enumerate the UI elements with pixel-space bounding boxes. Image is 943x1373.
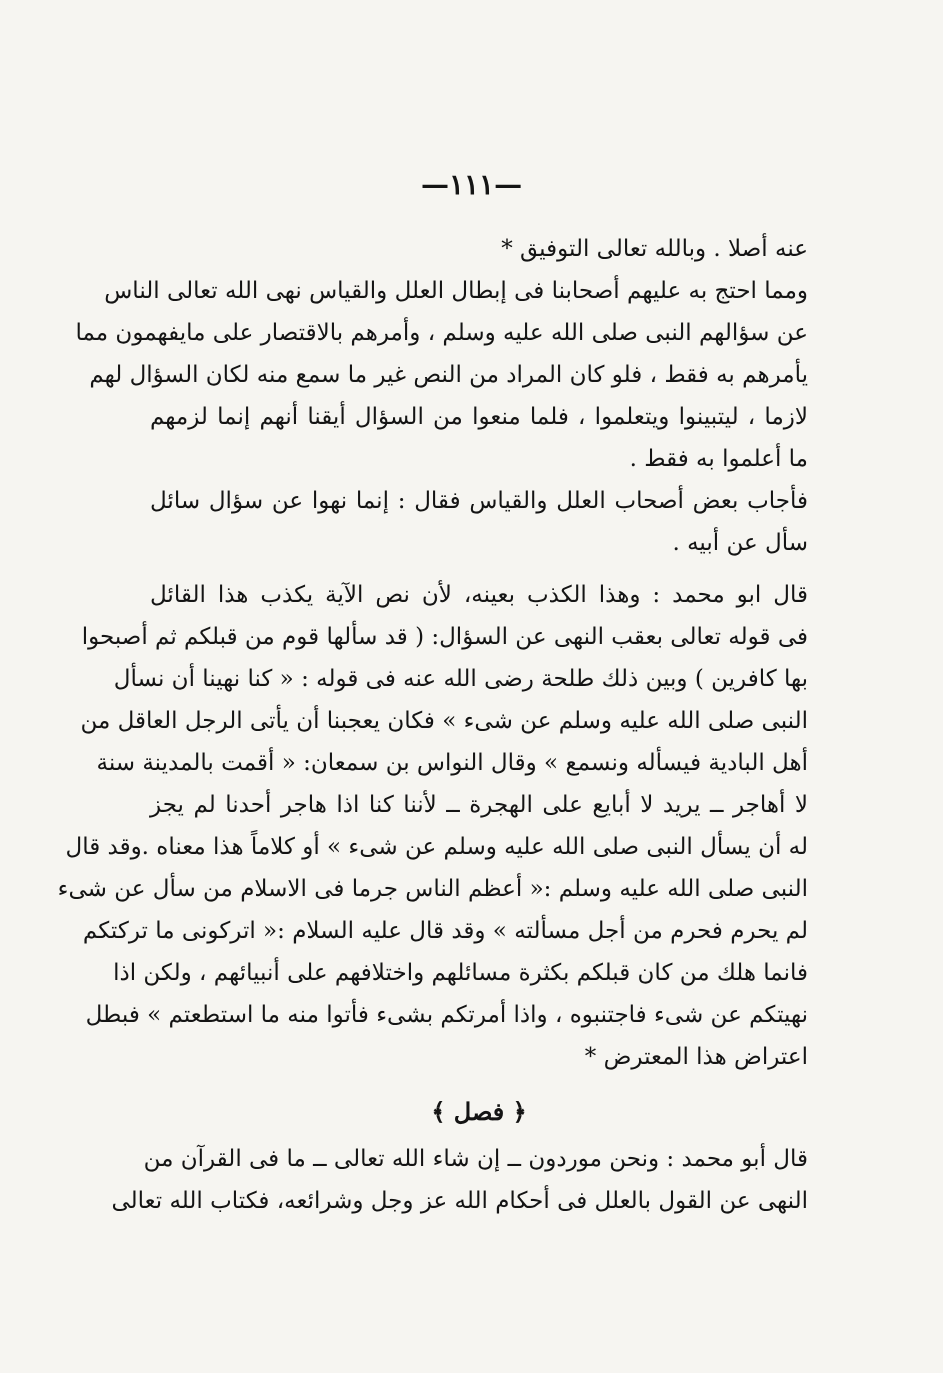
text-line: قال أبو محمد : ونحن موردون ــ إن شاء الله تعالى ــ ما فى القرآن من (143, 1146, 808, 1172)
text-line: فانما هلك من كان قبلكم بكثرة مسائلهم واختلافهم على أنبيائهم ، ولكن اذا (113, 960, 808, 986)
text-line: لازما ، ليتبينوا ويتعلموا ، فلما منعوا من السؤال أيقنا أنهم إنما لزمهم (150, 404, 808, 430)
section-heading: ﴿ فصل ﴾ (431, 1097, 527, 1126)
text-line: أهل البادية فيسأله ونسمع » وقال النواس بن سمعان: « أقمت بالمدينة سنة (96, 750, 808, 776)
text-line: قال ابو محمد : وهذا الكذب بعينه، لأن نص الآية يكذب هذا القائل (150, 582, 808, 608)
text-line: عن سؤالهم النبى صلى الله عليه وسلم ، وأمرهم بالاقتصار على مايفهمون مما (75, 320, 808, 346)
text-line: عنه أصلا . وبالله تعالى التوفيق * (501, 236, 808, 262)
text-line: النبى صلى الله عليه وسلم عن شىء » فكان يعجبنا أن يأتى الرجل العاقل من (80, 708, 808, 734)
text-line: لم يحرم فحرم من أجل مسألته » وقد قال عليه السلام :« اتركونى ما تركتكم (82, 918, 808, 944)
text-line: النبى صلى الله عليه وسلم :« أعظم الناس جرما فى الاسلام من سأل عن شىء (57, 876, 808, 902)
text-line: لا أهاجر ــ يريد لا أبايع على الهجرة ــ لأننا كنا اذا هاجر أحدنا لم يجز (150, 792, 808, 818)
text-line: سأل عن أبيه . (672, 530, 808, 556)
text-line: بها كافرين ) وبين ذلك طلحة رضى الله عنه فى قوله : « كنا نهينا أن نسأل (113, 666, 808, 692)
text-line: فى قوله تعالى بعقب النهى عن السؤال: ( قد سألها قوم من قبلكم ثم أصبحوا (81, 624, 808, 650)
text-line: له أن يسأل النبى صلى الله عليه وسلم عن شىء » أو كلاماً هذا معناه .وقد قال (65, 834, 808, 860)
body-text (57, 228, 808, 1222)
text-line: اعتراض هذا المعترض * (584, 1044, 808, 1070)
text-line: يأمرهم به فقط ، فلو كان المراد من النص غير ما سمع منه لكان السؤال لهم (89, 362, 808, 388)
text-line: ومما احتج به عليهم أصحابنا فى إبطال العلل والقياس نهى الله تعالى الناس (104, 278, 808, 304)
text-line: فأجاب بعض أصحاب العلل والقياس فقال : إنما نهوا عن سؤال سائل (150, 488, 808, 514)
text-line: ما أعلموا به فقط . (629, 446, 808, 472)
page-number: —١١١— (420, 168, 523, 201)
text-line: النهى عن القول بالعلل فى أحكام الله عز وجل وشرائعه، فكتاب الله تعالى (111, 1188, 808, 1214)
text-line: نهيتكم عن شىء فاجتنبوه ، واذا أمرتكم بشىء فأتوا منه ما استطعتم » فبطل (85, 1002, 808, 1028)
